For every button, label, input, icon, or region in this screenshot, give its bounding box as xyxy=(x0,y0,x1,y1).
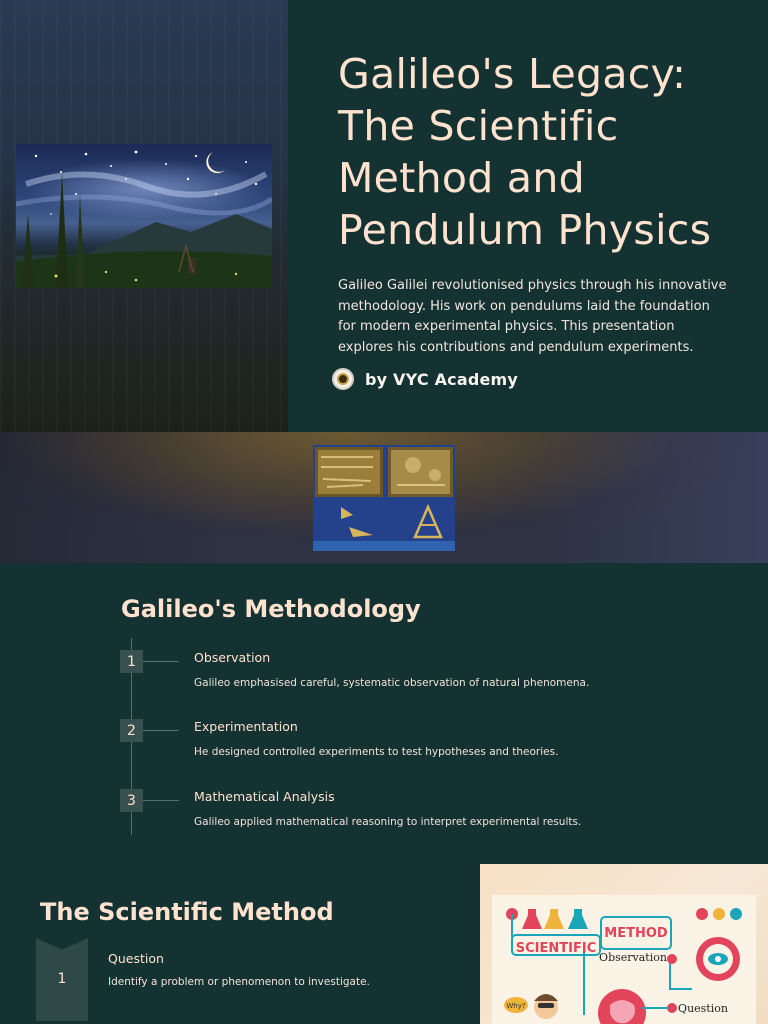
step-heading: Experimentation xyxy=(194,719,298,734)
infographic-observation-label: Observation xyxy=(599,951,667,964)
svg-text:Why?: Why? xyxy=(506,1002,526,1010)
author-byline xyxy=(332,368,518,390)
starry-night-image xyxy=(16,144,272,288)
section-title: Galileo's Methodology xyxy=(121,595,421,623)
step-description: Identify a problem or phenomenon to investigate. xyxy=(108,976,370,988)
infographic-scientific-label: SCIENTIFIC xyxy=(515,941,597,956)
step-number: 3 xyxy=(120,789,143,812)
infographic-method-label: METHOD xyxy=(604,926,668,941)
step-description: Galileo emphasised careful, systematic observation of natural phenomena. xyxy=(194,677,590,689)
methodology-section xyxy=(0,563,768,863)
scientific-method-infographic xyxy=(480,864,768,1024)
step-number: 2 xyxy=(120,719,143,742)
academy-logo-icon xyxy=(332,368,354,390)
hero-image-panel xyxy=(0,0,288,432)
step-heading: Mathematical Analysis xyxy=(194,789,335,804)
step-number: 1 xyxy=(57,971,67,987)
scientific-method-section xyxy=(0,863,768,1024)
artifact-banner xyxy=(0,432,768,563)
title-slide xyxy=(0,0,768,432)
step-description: Galileo applied mathematical reasoning to interpret experimental results. xyxy=(194,816,582,828)
infographic-question-label: Question xyxy=(678,1002,728,1015)
step-heading: Observation xyxy=(194,650,271,665)
galileo-instruments-image xyxy=(313,445,455,551)
step-heading: Question xyxy=(108,951,164,966)
section-title: The Scientific Method xyxy=(40,898,334,926)
page-title: Galileo's Legacy: The Scientific Method and Pendulum Physics xyxy=(338,50,712,254)
author-name: by VYC Academy xyxy=(365,369,519,389)
hero-description: Galileo Galilei revolutionised physics through his innovative methodology. His work on pendulums laid the foundation for modern experimental physics. This presentation explores his contributions and pendulum experiments. xyxy=(338,278,727,356)
step-description: He designed controlled experiments to test hypotheses and theories. xyxy=(194,746,559,758)
step-number: 1 xyxy=(120,650,143,673)
